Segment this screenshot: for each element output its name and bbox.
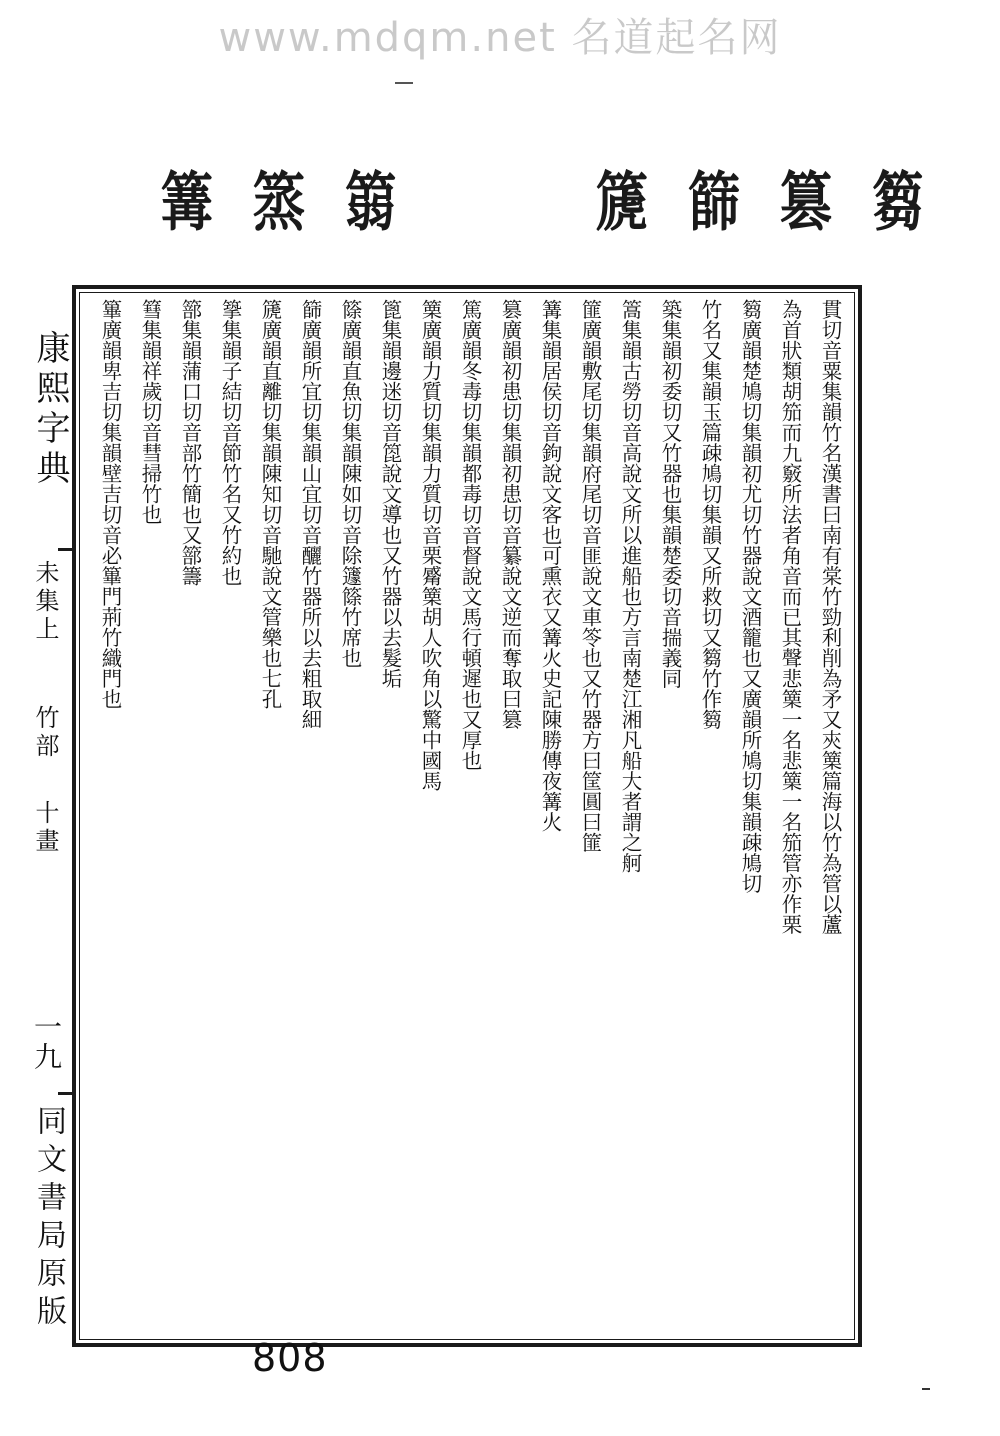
radical-label: 竹部 xyxy=(31,705,59,761)
text-column: 篦集韻邊迷切音箆說文導也又竹器以去髮垢 xyxy=(378,299,402,689)
book-title: 康熙字典 xyxy=(30,330,70,490)
seal-heading: 篩 xyxy=(678,168,741,228)
text-column: 篤廣韻冬毒切集韻都毒切音督說文馬行頓遲也又厚也 xyxy=(458,299,482,771)
text-column: 篫集韻子結切音節竹名又竹約也 xyxy=(218,299,242,586)
seal-headings-right xyxy=(585,168,925,228)
text-column: 篙集韻古勞切音高說文所以進船也方言南楚江湘凡船大者謂之舸 xyxy=(618,299,642,873)
seal-heading: 篛 xyxy=(335,168,398,228)
publisher-label: 同文書局原版 xyxy=(31,1105,66,1333)
seal-heading: 篡 xyxy=(770,168,833,228)
text-column xyxy=(84,299,90,1335)
text-column: 篩廣韻所宜切集韻山宜切音釃竹器所以去粗取細 xyxy=(298,299,322,730)
section-label: 未集上 xyxy=(31,560,59,644)
text-column: 篝集韻居侯切音鉤說文客也可熏衣又篝火史記陳勝傳夜篝火 xyxy=(538,299,562,832)
text-column: 築集韻初委切又竹器也集韻楚委切音揣義同 xyxy=(658,299,682,689)
seal-heading: 篜 xyxy=(243,168,306,228)
text-frame xyxy=(72,285,862,1347)
text-column: 為首狀類胡笳而九竅所法者角音而已其聲悲篥一名悲篥一名笳管亦作栗 xyxy=(778,299,802,935)
page-number: 808 xyxy=(252,1336,328,1380)
seal-heading: 篝 xyxy=(151,168,214,228)
top-dash xyxy=(395,82,413,84)
text-column: 篨廣韻直魚切集韻陳如切音除籧篨竹席也 xyxy=(338,299,362,668)
seal-heading: 篘 xyxy=(862,168,925,228)
text-column: 貫切音粟集韻竹名漢書曰南有棠竹勁利削為矛又㚒篥篇海以竹為管以蘆 xyxy=(818,299,842,935)
text-column: 篰集韻蒲口切音部竹簡也又篰籌 xyxy=(178,299,202,586)
text-column: 篪廣韻直離切集韻陳知切音馳說文管樂也七孔 xyxy=(258,299,282,709)
strokes-label: 十畫 xyxy=(31,800,59,856)
text-column: 篲集韻祥歲切音彗掃竹也 xyxy=(138,299,162,525)
seal-heading: 篪 xyxy=(586,168,649,228)
text-column: 篚廣韻敷尾切集韻府尾切音匪說文車笭也又竹器方曰筐圓曰篚 xyxy=(578,299,602,853)
text-column: 篘廣韻楚鳩切集韻初尤切竹器說文酒籠也又廣韻所鳩切集韻疎鳩切 xyxy=(738,299,762,894)
text-column: 竹名又集韻玉篇疎鳩切集韻又所救切又篘竹作篘 xyxy=(698,299,722,730)
text-column: 篡廣韻初患切集韻初患切音纂說文逆而奪取曰篡 xyxy=(498,299,522,730)
dictionary-body xyxy=(84,299,850,1335)
watermark: www.mdqm.net 名道起名网 xyxy=(218,15,782,61)
scan-speck xyxy=(922,1388,930,1390)
seal-headings-left xyxy=(150,168,398,228)
text-column: 篳廣韻卑吉切集韻壁吉切音必篳門荊竹織門也 xyxy=(98,299,122,709)
text-column: 篥廣韻力質切集韻力質切音栗觱篥胡人吹角以驚中國馬 xyxy=(418,299,442,791)
folio-number: 一九 xyxy=(30,1012,63,1072)
